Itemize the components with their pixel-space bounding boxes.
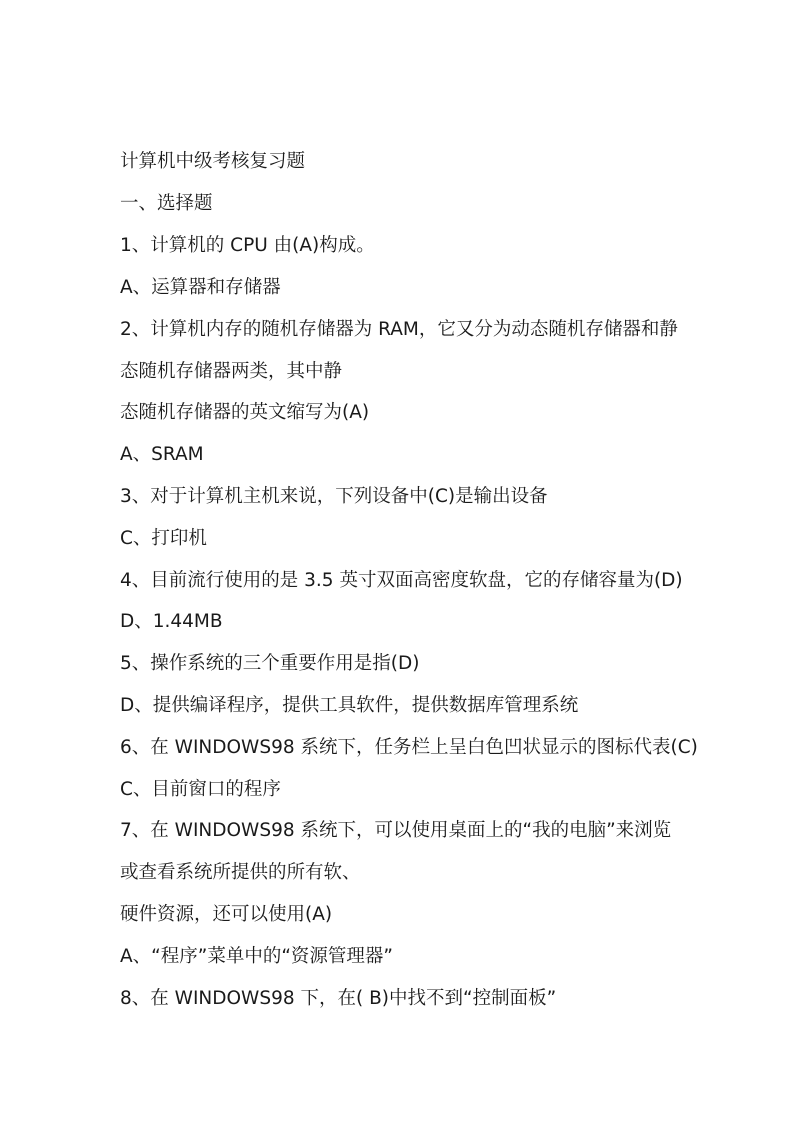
- answer-line: A、SRAM: [120, 444, 204, 465]
- answer-line: D、1.44MB: [120, 611, 223, 632]
- answer-line: D、提供编译程序，提供工具软件，提供数据库管理系统: [120, 695, 579, 716]
- question-line: 态随机存储器两类，其中静: [120, 361, 343, 382]
- answer-line: A、“程序”菜单中的“资源管理器”: [120, 946, 393, 967]
- question-line: 5、操作系统的三个重要作用是指(D): [120, 653, 420, 674]
- question-line: 3、对于计算机主机来说，下列设备中(C)是输出设备: [120, 486, 548, 507]
- question-line: 硬件资源，还可以使用(A): [120, 904, 333, 925]
- section-heading: 一、选择题: [120, 193, 213, 214]
- question-line: 态随机存储器的英文缩写为(A): [120, 402, 370, 423]
- question-line: 1、计算机的 CPU 由(A)构成。: [120, 235, 375, 256]
- answer-line: C、打印机: [120, 528, 207, 549]
- question-line: 4、目前流行使用的是 3.5 英寸双面高密度软盘，它的存储容量为(D): [120, 570, 683, 591]
- question-line: 或查看系统所提供的所有软、: [120, 862, 361, 883]
- question-line: 8、在 WINDOWS98 下，在( B)中找不到“控制面板”: [120, 988, 557, 1009]
- answer-line: C、目前窗口的程序: [120, 779, 281, 800]
- question-line: 6、在 WINDOWS98 系统下，任务栏上呈白色凹状显示的图标代表(C): [120, 737, 698, 758]
- question-line: 2、计算机内存的随机存储器为 RAM，它又分为动态随机存储器和静: [120, 319, 678, 340]
- document-title: 计算机中级考核复习题: [120, 151, 306, 172]
- answer-line: A、运算器和存储器: [120, 277, 281, 298]
- question-line: 7、在 WINDOWS98 系统下，可以使用桌面上的“我的电脑”来浏览: [120, 820, 672, 841]
